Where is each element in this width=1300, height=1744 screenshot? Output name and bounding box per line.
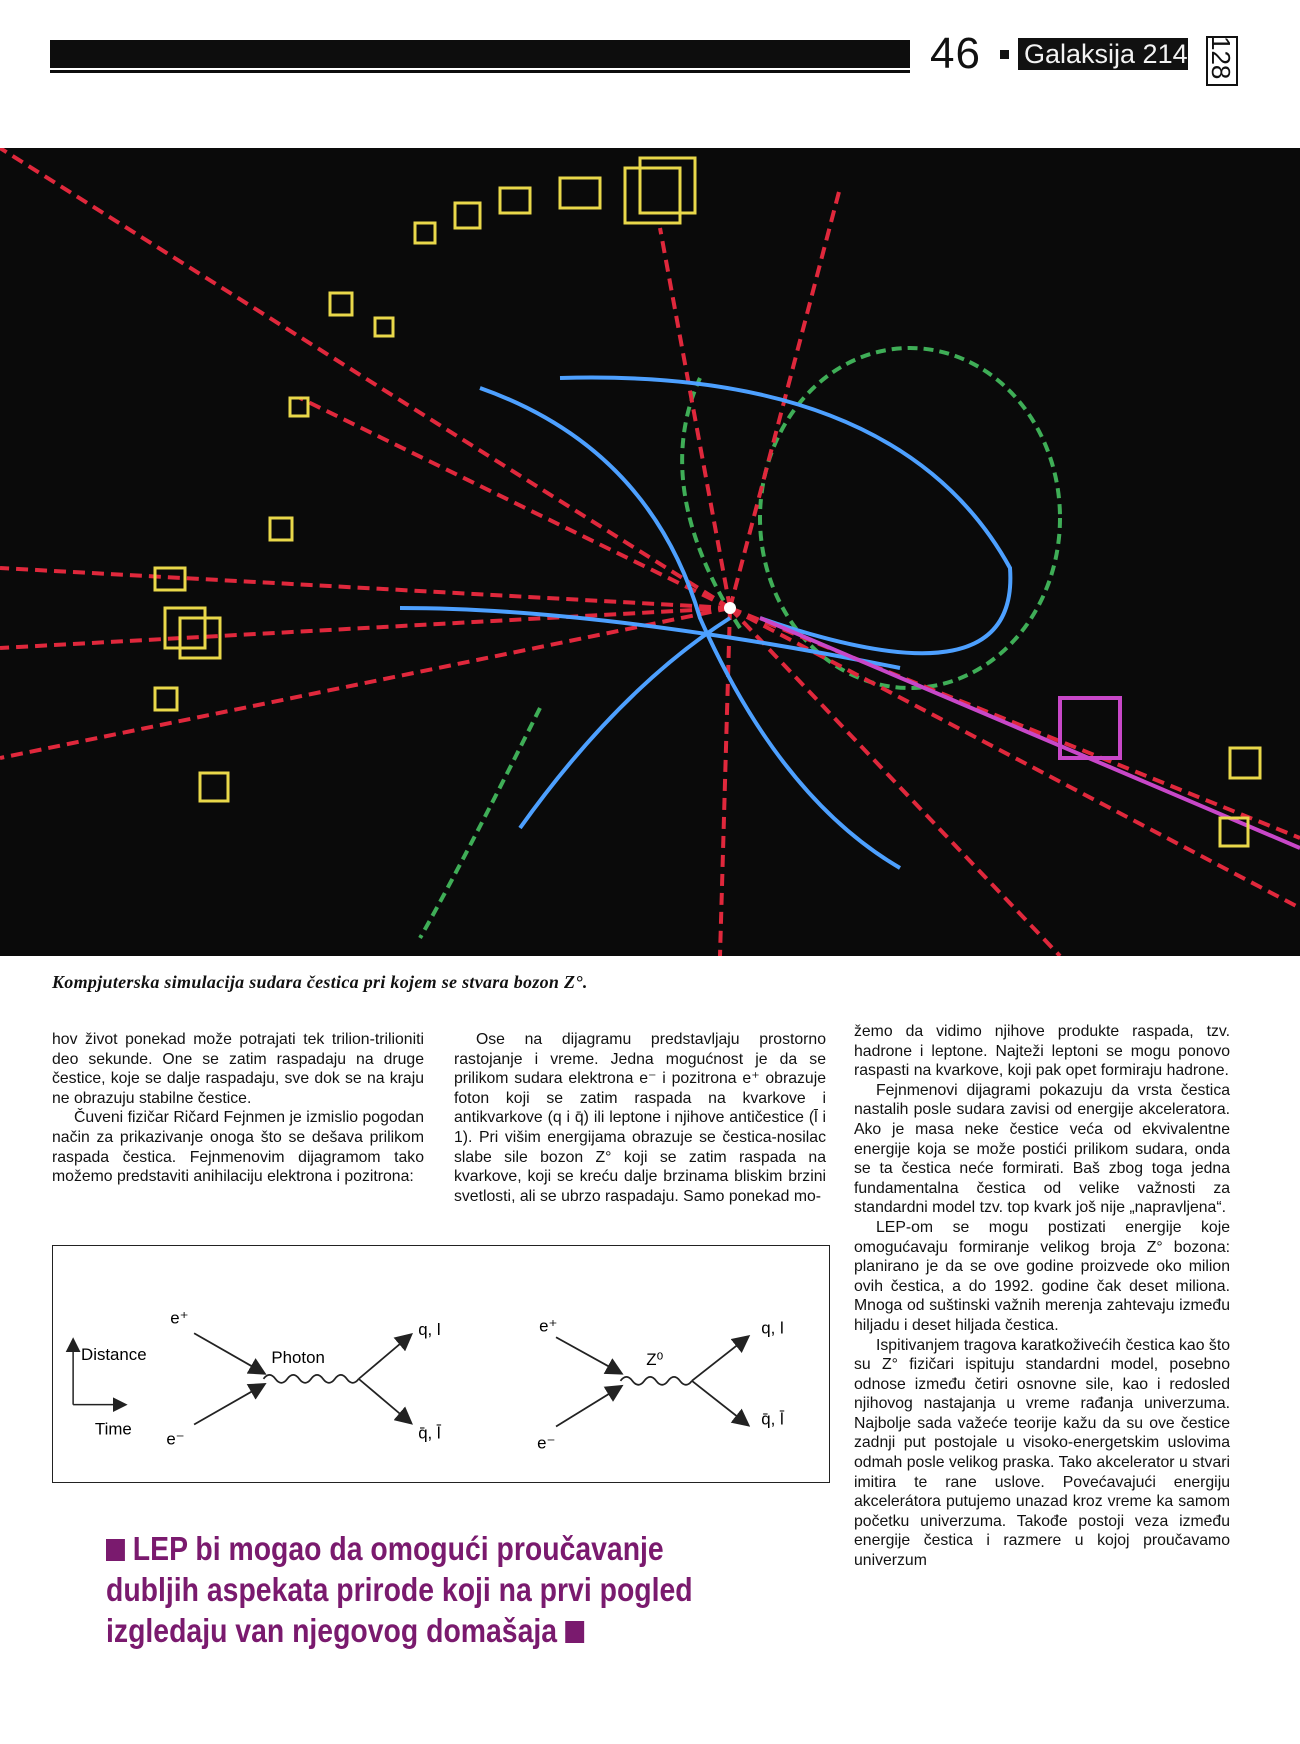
photon-diagram (194, 1333, 410, 1424)
right-eminus-label: e⁻ (537, 1433, 556, 1453)
right-eplus-label: e⁺ (539, 1316, 558, 1336)
col3-paragraph-2: Fejnmenovi dijagrami pokazuju da vrsta čestica nastalih posle sudara zavisi od energije akceleratora. Ako je masa neke čestice veća od ekvivalentne energije koja se može postići prilikom sudara, onda se ta čestica neće formirati. Baš zbog toga jedna fundamentalna čestica od velike važnosti za standardni model tzv. top kvark još nije „napravljena“. (854, 1081, 1230, 1217)
right-q-line (692, 1337, 748, 1381)
z-label: Z⁰ (646, 1349, 664, 1369)
col1-paragraph-2: Čuveni fizičar Ričard Fejnmen je izmislio pogodan način za prikazivanje onoga što se dešava prilikom raspada čestica. Fejnmenovim dijagramom tako možemo predstaviti anihilaciju elektrona i pozitrona: (52, 1109, 424, 1186)
col3-paragraph-4: Ispitivanjem tragova karatkoživećih čestica kao što su Z° fizičari ispituju standardni model, posebno odnose između četiri osnovne sile, kao i redosled njihovog nastajanja u vreme rađanja univerzuma. Najbolje sada važeće teorije kažu da su ove čestice zadnji put postojale u visoko-energetskim uslovima odmah posle velikog praska. Tako akcelerator u stvari imitira te rane uslove. Povećavajući energiju akcelerátora putujemo unazad kroz vreme ka samom početku univerzuma. Takođe postoji veza između energije čestica i razmere u kojoj proučavamo univerzum (854, 1336, 1230, 1570)
right-eminus-line (556, 1387, 620, 1427)
left-q-line (359, 1335, 411, 1379)
column-2 (454, 1030, 826, 1206)
time-label: Time (94, 1419, 132, 1439)
right-qbar-label: q̄, l̄ (761, 1409, 784, 1429)
column-3 (854, 1022, 1230, 1571)
header-bar (50, 40, 910, 68)
side-tag: 128 (1206, 36, 1236, 80)
left-q-label: q, l (418, 1320, 441, 1340)
col3-paragraph-3: LEP-om se mogu postizati energije koje omogućavaju formiranje velikog broja Z° bozona: planirano je da se ove godine proizvede oko milion ovih čestica, a do 1992. godine čak deset miliona. Mnoga od suštinski važnih merenja zahtevaju između hiljadu i deset hiljada čestica. (854, 1218, 1230, 1334)
left-eplus-label: e⁺ (170, 1308, 189, 1328)
pull-quote-end-square-icon (565, 1621, 584, 1643)
left-qbar-label: q̄, l̄ (418, 1423, 441, 1443)
col3-paragraph-1: žemo da vidimo njihove produkte raspada, tzv. hadrone i leptone. Najteži leptoni se mogu ponovo raspasti na kvarkove, koji pak opet formiraju hadrone. (854, 1023, 1230, 1080)
photon-wavy-line (264, 1375, 359, 1383)
left-eminus-line (194, 1385, 263, 1425)
magazine-title: Galaksija 214 (1018, 38, 1188, 70)
col1-paragraph-1: hov život ponekad može potrajati tek trilion-trilioniti deo sekunde. One se zatim raspadaju na druge čestice, koje se dalje raspadaju, sve dok se na kraju ne obrazuju stabilne čestice. (52, 1031, 424, 1107)
z-wavy-line (620, 1377, 691, 1385)
photo-caption: Kompjuterska simulacija sudara čestica pri kojem se stvara bozon Z°. (52, 972, 588, 992)
header-rule (50, 70, 910, 73)
pull-quote-text: LEP bi mogao da omogući proučavanje dubljih aspekata prirode koji na prvi pogled izgledaju van njegovog domašaja (106, 1530, 693, 1649)
left-eplus-line (194, 1333, 263, 1373)
left-qbar-line (359, 1379, 411, 1423)
pull-quote (106, 1528, 725, 1651)
col2-paragraph-1: Ose na dijagramu predstavljaju prostorno rastojanje i vreme. Jedna mogućnost je da se prilikom sudara elektrona e⁻ i pozitrona e⁺ obrazuje foton koji se zatim raspada na kvarkove i antikvarkove (q i q̄) ili leptone i njihove antičestice (l̄ i 1). Pri višim energijama obrazuje se čestica-nosilac slabe sile bozon Z° koji se zatim raspada na kvarkove, koji se kreću dalje brzinama bliskim brzini svetlosti, ali se ubrzo raspadaju. Samo ponekad mo- (454, 1031, 826, 1205)
left-eminus-label: e⁻ (166, 1429, 185, 1449)
page-number: 46 (930, 29, 981, 78)
right-eplus-line (556, 1337, 620, 1373)
distance-label: Distance (81, 1345, 147, 1365)
photon-label: Photon (271, 1348, 325, 1368)
header-bullet-icon (1000, 50, 1009, 59)
column-1 (52, 1030, 424, 1187)
feynman-diagrams (52, 1245, 830, 1483)
pull-quote-start-square-icon (106, 1539, 125, 1561)
right-qbar-line (692, 1381, 748, 1425)
right-q-label: q, l (761, 1318, 784, 1338)
collision-point (724, 602, 736, 614)
collision-photo (0, 148, 1300, 956)
